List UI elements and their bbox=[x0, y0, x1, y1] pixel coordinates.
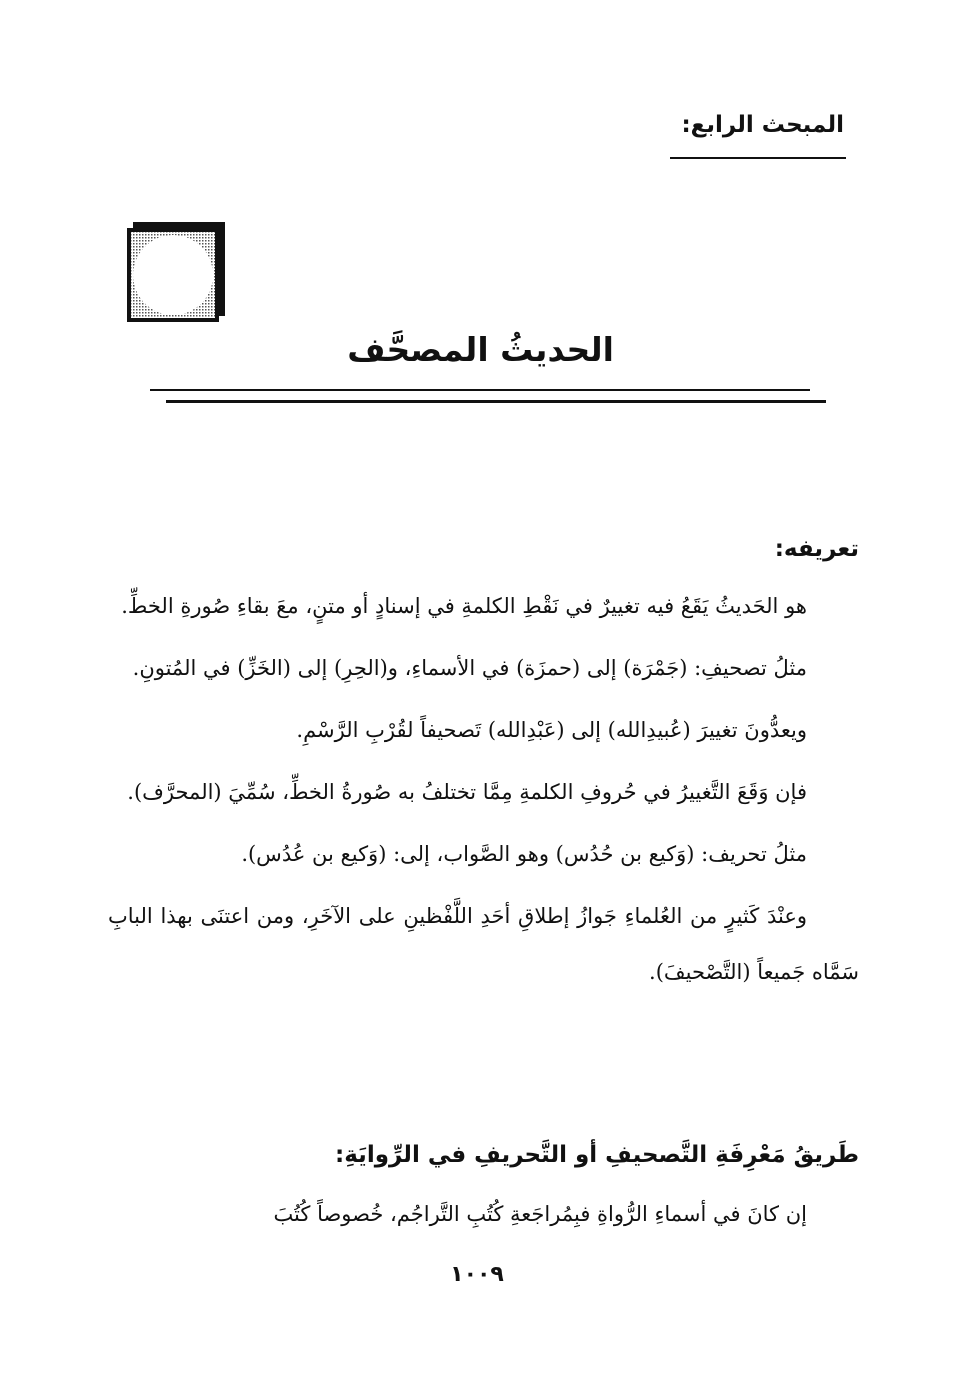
paragraph: ويعدُّونَ تغييرَ (عُبيدِالله) إلى (عَبْدِالله) تَصحيفاً لقُرْبِ الرَّسْمِ. bbox=[296, 718, 807, 742]
paragraph: هو الحَديثُ يَقَعُ فيه تغييرٌ في نَقْطِ الكلمةِ في إسنادٍ أو متنٍ، معَ بقاءِ صُورةِ الخطِّ. bbox=[121, 594, 807, 618]
section-label-underline bbox=[670, 157, 846, 159]
title-rule-top bbox=[150, 389, 810, 391]
paragraph: فإن وَقَعَ التَّغييرُ في حُروفِ الكلمةِ مِمَّا تختلفُ به صُورةُ الخطِّ، سُمِّيَ (المحرَّف). bbox=[127, 780, 807, 804]
paragraph: إن كانَ في أسماءِ الرُّواةِ فبِمُراجَعةِ كُتُبِ التَّراجُم، خُصوصاً كُتُبَ bbox=[273, 1202, 807, 1226]
section-label: المبحث الرابع: bbox=[681, 112, 844, 138]
method-heading: طَريقُ مَعْرِفَةِ التَّصحيفِ أو التَّحريفِ في الرِّوايَةِ: bbox=[335, 1142, 859, 1168]
paragraph: مثلُ تصحيفِ: (جَمْرَة) إلى (حمزَة) في الأسماءِ، و(الحِرِ) إلى (الخَزِّ) في المُتونِ. bbox=[132, 656, 807, 680]
paragraph: مثلُ تحريف: (وَكيع بن حُدُس) وهو الصَّواب، إلى: (وَكيع بن عُدُس). bbox=[241, 842, 807, 866]
chapter-title: الحديثُ المصحَّف bbox=[347, 330, 614, 369]
title-rule-bottom bbox=[166, 400, 826, 403]
method-text bbox=[108, 1186, 859, 1242]
page-number: ١٠٠٩ bbox=[450, 1262, 504, 1287]
definition-heading: تعريفه: bbox=[774, 536, 859, 562]
paragraph: وعنْدَ كَثيرٍ من العُلماءِ جَوازُ إطلاقِ أحَدِ اللَّفْظينِ على الآخَرِ، ومن اعتنَى بهذا البابِ سَمَّاه جَميعاً (التَّصْحيفَ). bbox=[108, 904, 859, 984]
definition-text bbox=[108, 578, 859, 1000]
decorative-frame-ornament bbox=[127, 222, 225, 322]
